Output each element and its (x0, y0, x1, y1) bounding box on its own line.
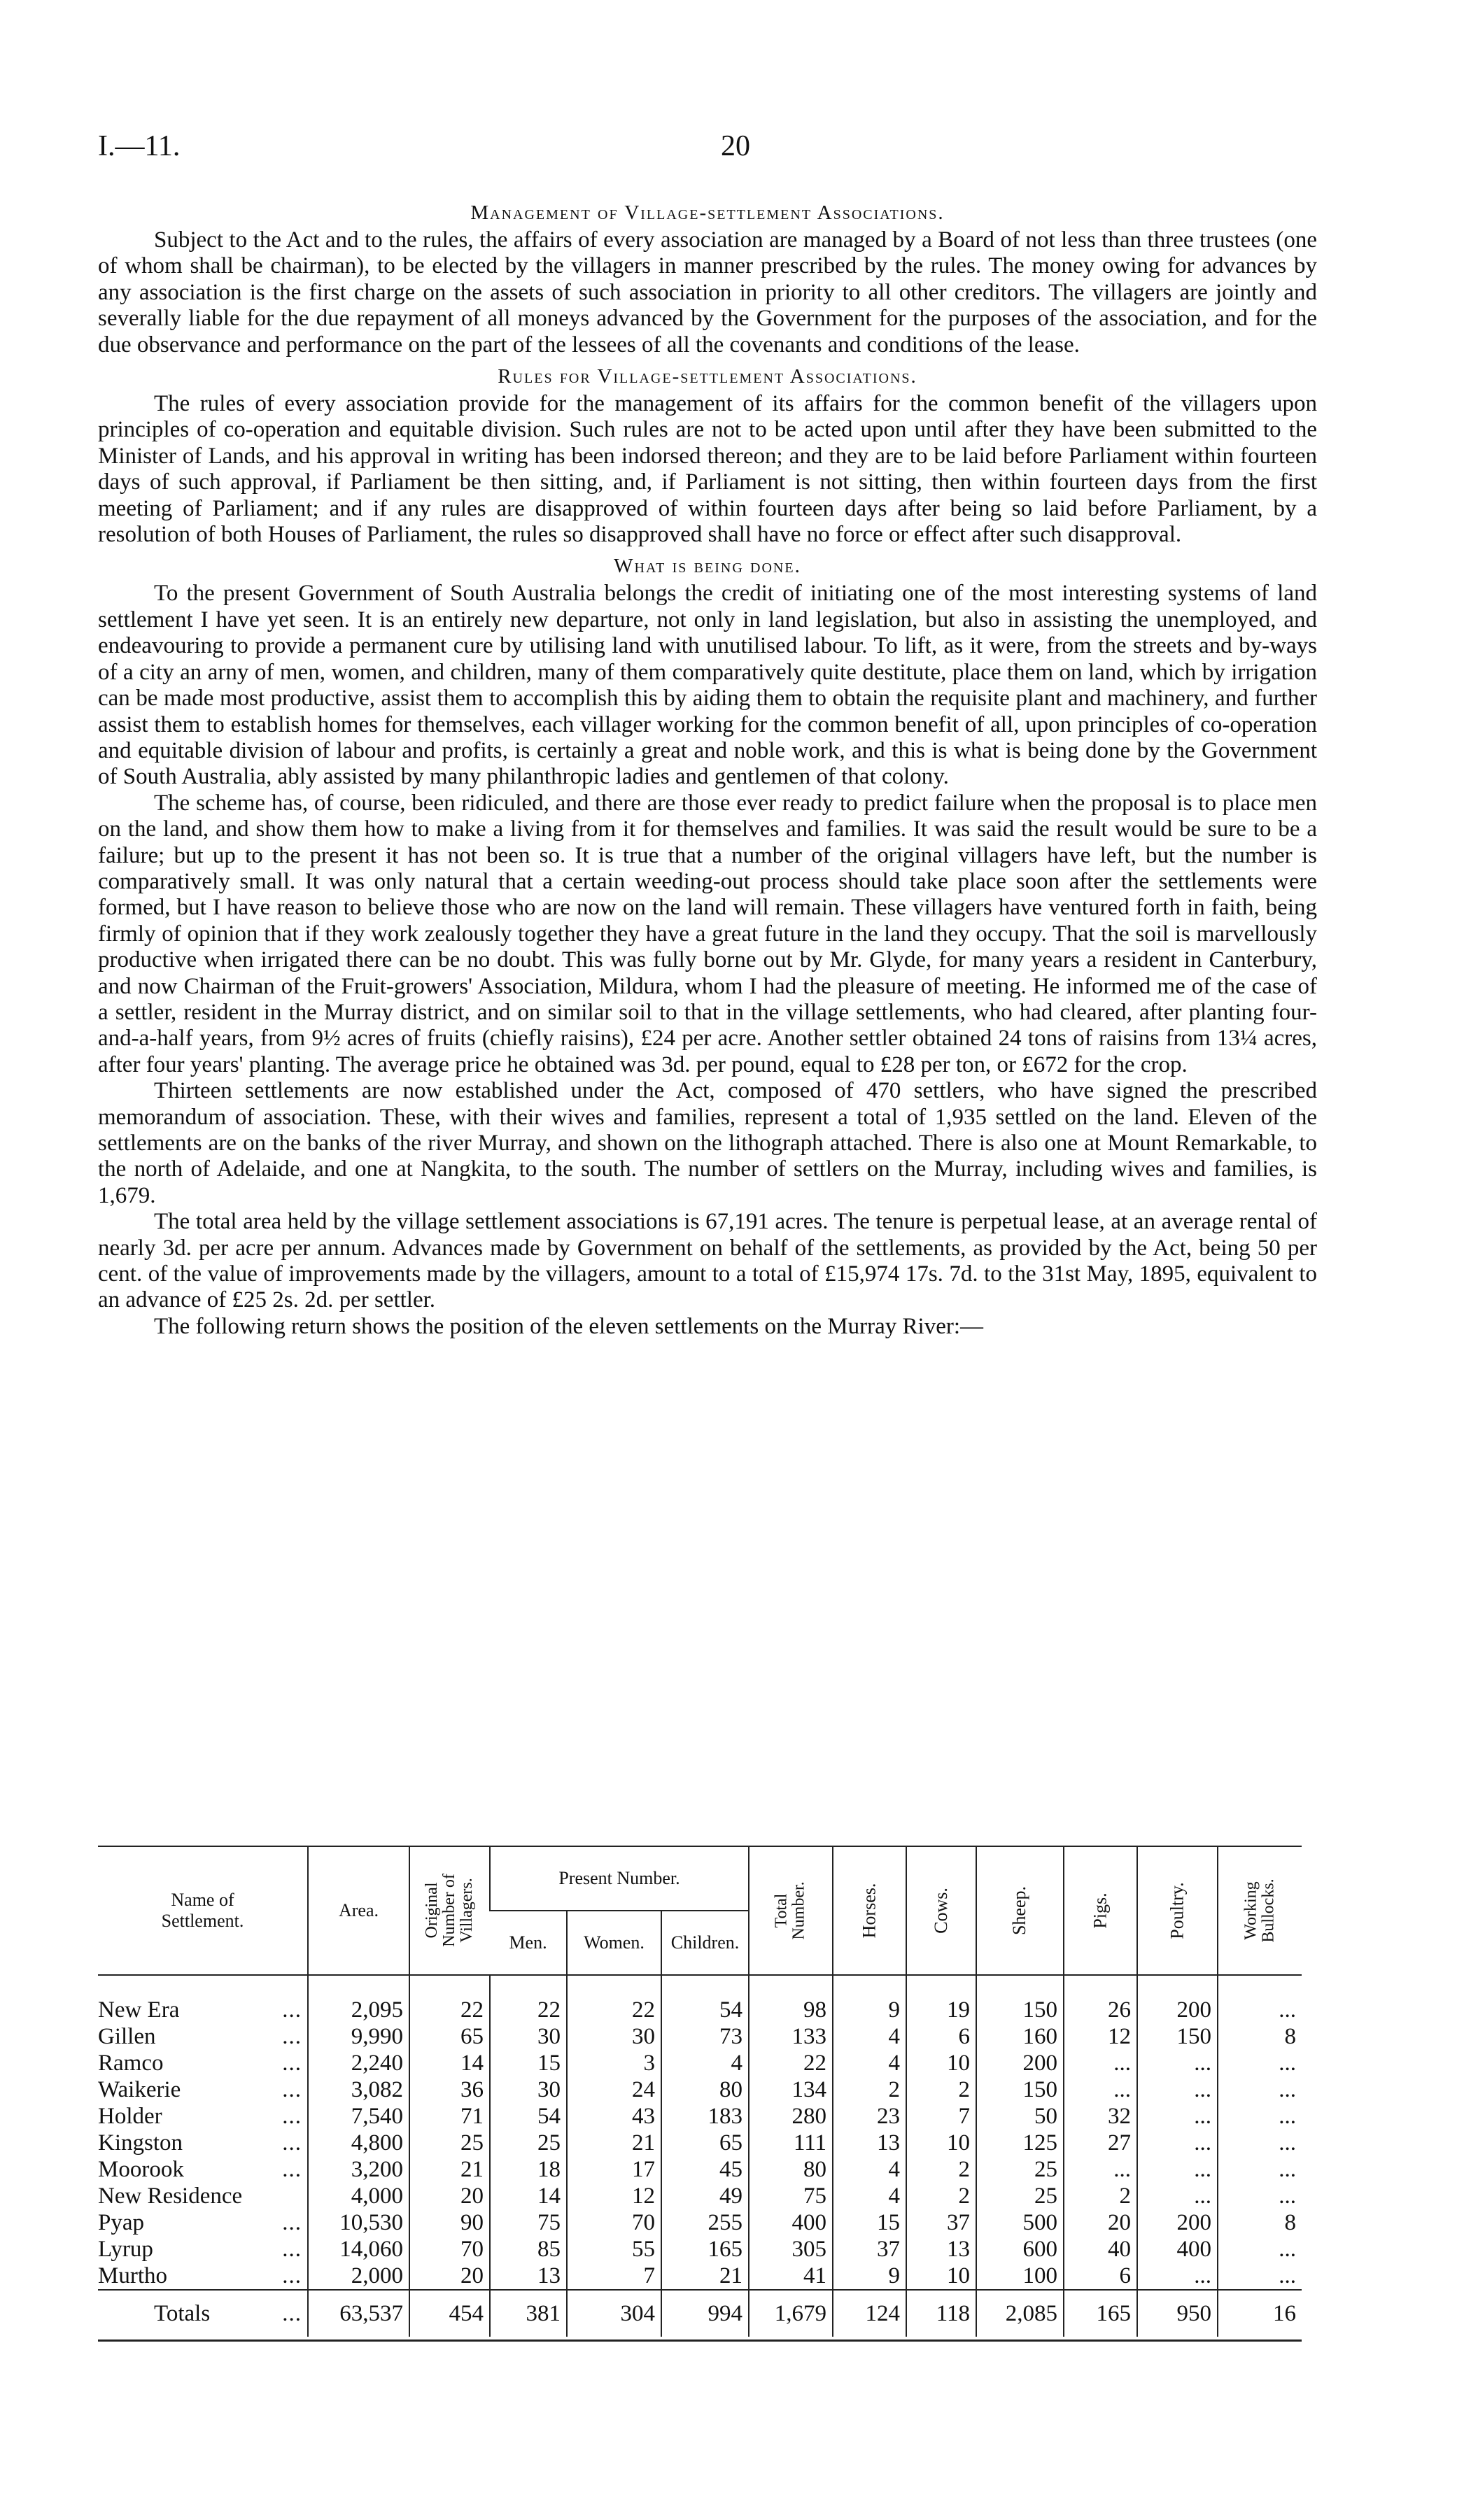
totals-cell: 304 (567, 2290, 661, 2337)
settlement-name-cell (98, 2209, 308, 2236)
table-cell: 15 (490, 2050, 567, 2076)
table-cell: 23 (833, 2103, 906, 2130)
totals-cell: 994 (661, 2290, 749, 2337)
table-cell: 75 (749, 2183, 833, 2209)
totals-cell: 16 (1218, 2290, 1302, 2337)
table-cell: 25 (976, 2156, 1064, 2183)
table-row (98, 2076, 1302, 2103)
table-cell: 30 (490, 2023, 567, 2050)
page-header (98, 129, 1373, 171)
body-text (98, 194, 1317, 1340)
table-cell: 54 (661, 1975, 749, 2023)
table-cell: 70 (567, 2209, 661, 2236)
table-cell: 15 (833, 2209, 906, 2236)
table-cell: 400 (1137, 2236, 1218, 2263)
header-total-number: Total Number. (749, 1846, 833, 1975)
settlement-name-cell (98, 2236, 308, 2263)
table-row (98, 1975, 1302, 2023)
table-cell: 21 (409, 2156, 490, 2183)
table-row (98, 2050, 1302, 2076)
table-cell: 3,082 (308, 2076, 409, 2103)
leader-dots: ... (282, 2301, 302, 2326)
table-cell: ... (1137, 2050, 1218, 2076)
table-row (98, 2156, 1302, 2183)
settlement-name: Pyap (98, 2210, 144, 2235)
table-cell: 2 (1064, 2183, 1137, 2209)
paragraph: The scheme has, of course, been ridiculed, and there are those ever ready to predict failure when the proposal is to place men on the land, and show them how to make a living from it for themselves and families. It was said the result would be sure to be a failure; but up to the present it has not been so. It is true that a number of the original villagers have left, but the number is comparatively small. It was only natural that a certain weeding-out process should take place soon after the settlements were formed, but I have reason to believe those who are now on the land will remain. These villagers have ventured forth in faith, being firmly of opinion that if they work zealously together they have a great future in the land they occupy. That the soil is marvellously productive when irrigated there can be no doubt. This was fully borne out by Mr. Glyde, for many years a resident in Canterbury, and now Chairman of the Fruit-growers' Association, Mildura, whom I had the pleasure of meeting. He informed me of the case of a settler, resident in the Murray district, and on similar soil to that in the village settlements, who had cleared, after planting four-and-a-half years, from 9½ acres of fruits (chiefly raisins), £24 per acre. Another settler obtained 24 tons of raisins from 13¼ acres, after four years' planting. The average price he obtained was 3d. per pound, equal to £28 per ton, or £672 for the crop. (98, 790, 1317, 1077)
table-cell: 22 (749, 2050, 833, 2076)
table-cell: 49 (661, 2183, 749, 2209)
table-cell: 8 (1218, 2023, 1302, 2050)
table-cell: 50 (976, 2103, 1064, 2130)
table-cell: 65 (661, 2130, 749, 2156)
table-cell: 13 (490, 2263, 567, 2290)
table-bottom-rule (98, 2340, 1302, 2342)
table-cell: 2,000 (308, 2263, 409, 2290)
table-cell: 2,095 (308, 1975, 409, 2023)
header-original-villagers: Original Number of Villagers. (409, 1846, 490, 1975)
table-cell: ... (1064, 2076, 1137, 2103)
table-cell: 2 (906, 2183, 976, 2209)
table-cell: 111 (749, 2130, 833, 2156)
totals-cell: 165 (1064, 2290, 1137, 2337)
table-cell: 9,990 (308, 2023, 409, 2050)
table-cell: 14 (490, 2183, 567, 2209)
table-row (98, 2263, 1302, 2290)
table-cell: 14 (409, 2050, 490, 2076)
table-cell: 27 (1064, 2130, 1137, 2156)
table-cell: 22 (567, 1975, 661, 2023)
table-cell: 200 (1137, 1975, 1218, 2023)
table-cell: 100 (976, 2263, 1064, 2290)
table-cell: 21 (661, 2263, 749, 2290)
table-cell: 12 (1064, 2023, 1137, 2050)
table-cell: 10 (906, 2263, 976, 2290)
table-cell: ... (1137, 2130, 1218, 2156)
table-cell: 80 (661, 2076, 749, 2103)
settlement-name: Gillen (98, 2024, 156, 2049)
table-cell: 90 (409, 2209, 490, 2236)
table-cell: 3 (567, 2050, 661, 2076)
settlement-name-cell (98, 2076, 308, 2103)
settlement-name-cell (98, 2023, 308, 2050)
leader-dots: ... (282, 1997, 302, 2023)
table-cell: 600 (976, 2236, 1064, 2263)
paragraph: Subject to the Act and to the rules, the affairs of every association are managed by a Board of not less than three trustees (one of whom shall be chairman), to be elected by the villagers in manner prescribed by the rules. The money owing for advances by any association is the first charge on the assets of such association in priority to all other creditors. The villagers are jointly and severally liable for the due repayment of all moneys advanced by the Government for the purposes of the association, and for the due observance and performance on the part of the lessees of all the covenants and conditions of the lease. (98, 227, 1317, 358)
settlement-name-cell (98, 2103, 308, 2130)
paragraph: The following return shows the position of the eleven settlements on the Murray River:— (154, 1313, 984, 1339)
table-cell: 13 (833, 2130, 906, 2156)
settlement-name: Kingston (98, 2130, 183, 2156)
table-cell: 200 (976, 2050, 1064, 2076)
leader-dots: ... (282, 2051, 302, 2076)
table-cell: 500 (976, 2209, 1064, 2236)
table-cell: 150 (976, 1975, 1064, 2023)
settlement-name-cell (98, 2183, 308, 2209)
settlement-name-cell (98, 2130, 308, 2156)
table-cell: 4 (661, 2050, 749, 2076)
header-working-bullocks: Working Bullocks. (1218, 1846, 1302, 1975)
table-cell: 7,540 (308, 2103, 409, 2130)
table-cell: 134 (749, 2076, 833, 2103)
table-cell: 30 (490, 2076, 567, 2103)
settlement-name: Waikerie (98, 2077, 181, 2102)
settlement-name-cell (98, 2156, 308, 2183)
table-cell: 65 (409, 2023, 490, 2050)
table-cell: 18 (490, 2156, 567, 2183)
totals-label (98, 2290, 308, 2337)
leader-dots: ... (282, 2024, 302, 2049)
table-cell: 4,000 (308, 2183, 409, 2209)
table-cell: 7 (906, 2103, 976, 2130)
paragraph: The total area held by the village settlement associations is 67,191 acres. The tenure is perpetual lease, at an average rental of nearly 3d. per acre per annum. Advances made by Government on behalf of the settlements, as provided by the Act, being 50 per cent. of the value of improvements made by the villagers, amount to a total of £15,974 17s. 7d. to the 31st May, 1895, equivalent to an advance of £25 2s. 2d. per settler. (98, 1209, 1317, 1313)
table-cell: 183 (661, 2103, 749, 2130)
header-pigs: Pigs. (1064, 1846, 1137, 1975)
table-cell: 400 (749, 2209, 833, 2236)
table-cell: 4 (833, 2023, 906, 2050)
table-cell: 165 (661, 2236, 749, 2263)
section-heading-what-is-being-done: What is being done. (614, 555, 801, 578)
table-cell: 20 (409, 2183, 490, 2209)
table-cell: ... (1218, 2076, 1302, 2103)
table-cell: 10 (906, 2050, 976, 2076)
table-row (98, 2183, 1302, 2209)
totals-cell: 118 (906, 2290, 976, 2337)
section-heading-management: Management of Village-settlement Associations. (470, 201, 945, 224)
leader-dots: ... (282, 2210, 302, 2235)
table-cell: 10,530 (308, 2209, 409, 2236)
header-women: Women. (567, 1911, 661, 1975)
leader-dots: ... (282, 2157, 302, 2182)
table-cell: 20 (409, 2263, 490, 2290)
table-cell: 45 (661, 2156, 749, 2183)
table-cell: 32 (1064, 2103, 1137, 2130)
table-cell: ... (1137, 2183, 1218, 2209)
table-cell: 36 (409, 2076, 490, 2103)
table-cell: 150 (976, 2076, 1064, 2103)
page-reference: I.—11. (98, 130, 181, 162)
paragraph: To the present Government of South Australia belongs the credit of initiating one of the most interesting systems of land settlement I have yet seen. It is an entirely new departure, not only in land legislation, but also in assisting the unemployed, and endeavouring to provide a permanent cure by utilising land with unutilised labour. To lift, as it were, from the streets and by-ways of a city an arny of men, women, and children, many of them comparatively quite destitute, place them on land, which by irrigation can be made most productive, assist them to accomplish this by aiding them to obtain the requisite plant and machinery, and further assist them to establish homes for themselves, each villager working for the common benefit of all, upon principles of co-operation and equitable division of labour and profits, is certainly a great and noble work, and this is what is being done by the Government of South Australia, ably assisted by many philanthropic ladies and gentlemen of that colony. (98, 581, 1317, 790)
settlement-name-cell (98, 1975, 308, 2023)
settlement-name-cell (98, 2263, 308, 2290)
totals-cell: 63,537 (308, 2290, 409, 2337)
totals-cell: 124 (833, 2290, 906, 2337)
table-cell: 80 (749, 2156, 833, 2183)
leader-dots: ... (282, 2237, 302, 2262)
table-cell: 280 (749, 2103, 833, 2130)
table-cell: 7 (567, 2263, 661, 2290)
table-cell: 73 (661, 2023, 749, 2050)
table-cell: ... (1218, 2183, 1302, 2209)
table-cell: 2 (833, 2076, 906, 2103)
table-cell: 125 (976, 2130, 1064, 2156)
table-cell: 2 (906, 2076, 976, 2103)
table-cell: 14,060 (308, 2236, 409, 2263)
totals-row (98, 2290, 1302, 2337)
table-cell: 6 (906, 2023, 976, 2050)
totals-cell: 381 (490, 2290, 567, 2337)
table-cell: 54 (490, 2103, 567, 2130)
table-cell: 85 (490, 2236, 567, 2263)
table-cell: ... (1137, 2156, 1218, 2183)
settlement-name: Murtho (98, 2263, 167, 2288)
table-row (98, 2103, 1302, 2130)
table-cell: 70 (409, 2236, 490, 2263)
table-cell: 8 (1218, 2209, 1302, 2236)
table-cell: 98 (749, 1975, 833, 2023)
table-cell: 4 (833, 2156, 906, 2183)
table-cell: 26 (1064, 1975, 1137, 2023)
table-cell: 25 (409, 2130, 490, 2156)
section-heading-rules: Rules for Village-settlement Associations. (498, 365, 917, 388)
table-cell: ... (1218, 2050, 1302, 2076)
table-cell: ... (1218, 1975, 1302, 2023)
table-row (98, 2023, 1302, 2050)
table-cell: 24 (567, 2076, 661, 2103)
table-cell: 40 (1064, 2236, 1137, 2263)
leader-dots: ... (282, 2130, 302, 2156)
table-cell: 12 (567, 2183, 661, 2209)
table-cell: ... (1218, 2263, 1302, 2290)
table-cell: 2 (906, 2156, 976, 2183)
settlement-name: New Residence (98, 2183, 243, 2209)
leader-dots: ... (282, 2077, 302, 2102)
leader-dots: ... (282, 2263, 302, 2288)
table-cell: 37 (906, 2209, 976, 2236)
table-row (98, 2236, 1302, 2263)
table-cell: 25 (490, 2130, 567, 2156)
settlement-name: Lyrup (98, 2237, 153, 2262)
table-cell: 9 (833, 2263, 906, 2290)
page-number: 20 (721, 130, 750, 162)
table-cell: 255 (661, 2209, 749, 2236)
totals-cell: 1,679 (749, 2290, 833, 2337)
table-cell: ... (1137, 2103, 1218, 2130)
paragraph: Thirteen settlements are now established under the Act, composed of 470 settlers, who have signed the prescribed memorandum of association. These, with their wives and families, represent a total of 1,935 settled on the land. Eleven of the settlements are on the banks of the river Murray, and shown on the lithograph attached. There is also one at Mount Remarkable, to the north of Adelaide, and one at Nangkita, to the south. The number of settlers on the Murray, including wives and families, is 1,679. (98, 1078, 1317, 1208)
table-cell: 25 (976, 2183, 1064, 2209)
table-cell: 6 (1064, 2263, 1137, 2290)
table-cell: 9 (833, 1975, 906, 2023)
table-cell: ... (1064, 2156, 1137, 2183)
table-cell: 21 (567, 2130, 661, 2156)
table-cell: ... (1218, 2130, 1302, 2156)
table-cell: 2,240 (308, 2050, 409, 2076)
table-cell: ... (1137, 2263, 1218, 2290)
totals-cell: 950 (1137, 2290, 1218, 2337)
table-cell: 4 (833, 2050, 906, 2076)
header-cows: Cows. (906, 1846, 976, 1975)
header-horses: Horses. (833, 1846, 906, 1975)
settlement-name: Moorook (98, 2157, 184, 2182)
table-cell: 30 (567, 2023, 661, 2050)
table-cell: ... (1064, 2050, 1137, 2076)
table-cell: 20 (1064, 2209, 1137, 2236)
leader-dots: ... (282, 2104, 302, 2129)
table-row (98, 2130, 1302, 2156)
table-cell: 55 (567, 2236, 661, 2263)
table-cell: 13 (906, 2236, 976, 2263)
table-body (98, 1975, 1302, 2337)
table-cell: 4 (833, 2183, 906, 2209)
table-cell: 160 (976, 2023, 1064, 2050)
table-cell: 3,200 (308, 2156, 409, 2183)
table-cell: 200 (1137, 2209, 1218, 2236)
totals-cell: 454 (409, 2290, 490, 2337)
header-children: Children. (661, 1911, 749, 1975)
table-cell: 19 (906, 1975, 976, 2023)
header-poultry: Poultry. (1137, 1846, 1218, 1975)
settlements-return-table (98, 1846, 1302, 2342)
table-cell: 17 (567, 2156, 661, 2183)
header-sheep: Sheep. (976, 1846, 1064, 1975)
table-cell: 305 (749, 2236, 833, 2263)
table-cell: ... (1137, 2076, 1218, 2103)
settlement-name: Holder (98, 2104, 162, 2129)
table-cell: 22 (490, 1975, 567, 2023)
header-men: Men. (490, 1911, 567, 1975)
table-cell: 75 (490, 2209, 567, 2236)
table-cell: 10 (906, 2130, 976, 2156)
table-cell: 133 (749, 2023, 833, 2050)
table-cell: 43 (567, 2103, 661, 2130)
settlement-name-cell (98, 2050, 308, 2076)
table-cell: 71 (409, 2103, 490, 2130)
totals-label-text: Totals (154, 2301, 211, 2326)
table-cell: ... (1218, 2103, 1302, 2130)
table-cell: 37 (833, 2236, 906, 2263)
table-cell: ... (1218, 2156, 1302, 2183)
table-cell: ... (1218, 2236, 1302, 2263)
table-row (98, 2209, 1302, 2236)
settlement-name: New Era (98, 1997, 180, 2023)
paragraph: The rules of every association provide for the management of its affairs for the common benefit of the villagers upon principles of co-operation and equitable division. Such rules are not to be acted upon until after they have been submitted to the Minister of Lands, and his approval in writing has been indorsed thereon; and they are to be laid before Parliament within fourteen days of such approval, if Parliament be then sitting, and, if Parliament is not sitting, then within fourteen days from the first meeting of Parliament; and if any rules are disapproved of within fourteen days after being so laid before Parliament, by a resolution of both Houses of Parliament, the rules so disapproved shall have no force or effect after such disapproval. (98, 391, 1317, 548)
table-cell: 150 (1137, 2023, 1218, 2050)
table-cell: 41 (749, 2263, 833, 2290)
header-name-of-settlement: Name of Settlement. (98, 1846, 308, 1975)
table-cell: 22 (409, 1975, 490, 2023)
totals-cell: 2,085 (976, 2290, 1064, 2337)
header-area: Area. (308, 1846, 409, 1975)
settlement-name: Ramco (98, 2051, 164, 2076)
table-cell: 4,800 (308, 2130, 409, 2156)
header-present-number: Present Number. (490, 1846, 749, 1911)
